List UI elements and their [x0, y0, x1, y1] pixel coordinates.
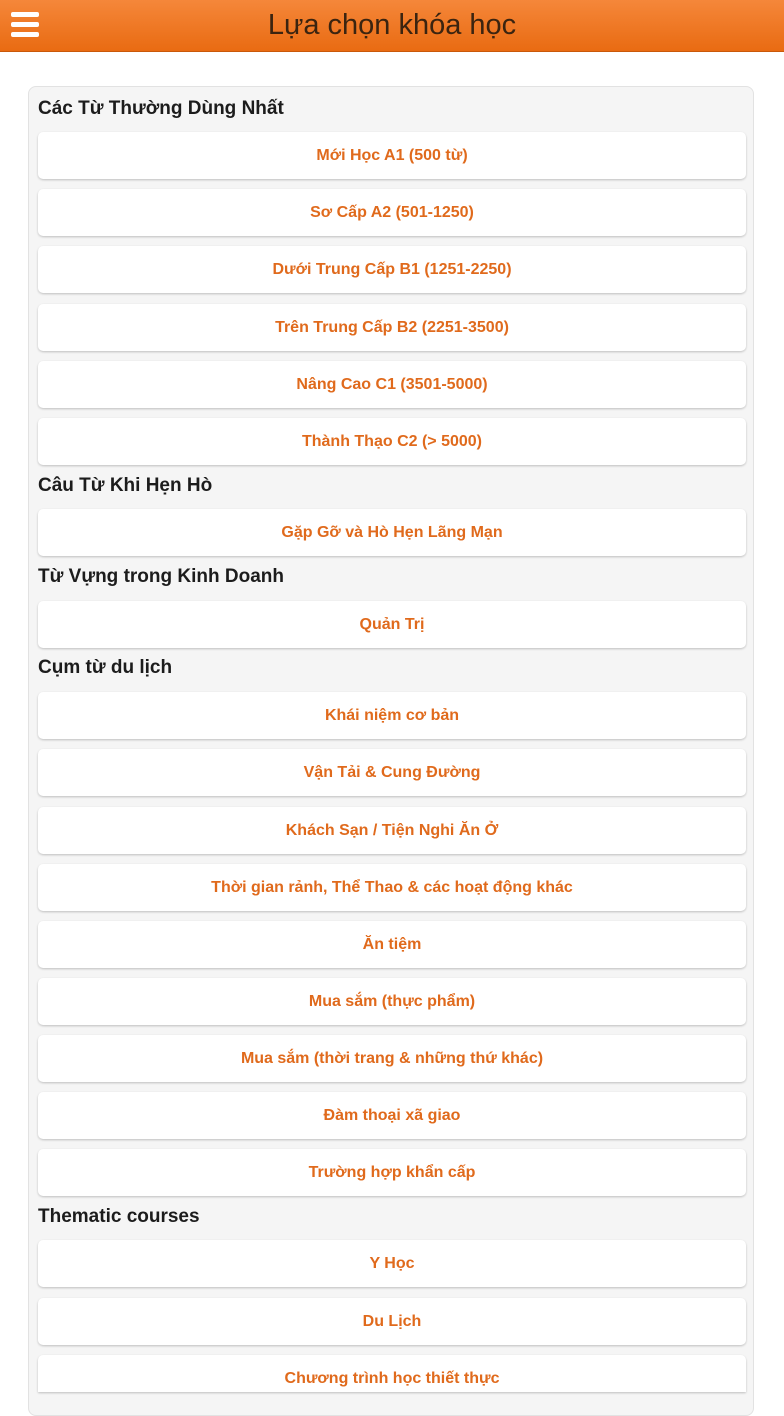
- course-item-b2[interactable]: Trên Trung Cấp B2 (2251-3500): [38, 304, 746, 351]
- course-item-small-talk[interactable]: Đàm thoại xã giao: [38, 1092, 746, 1139]
- course-item-c2[interactable]: Thành Thạo C2 (> 5000): [38, 418, 746, 465]
- course-item-shopping-food[interactable]: Mua sắm (thực phẩm): [38, 978, 746, 1025]
- course-item-b1[interactable]: Dưới Trung Cấp B1 (1251-2250): [38, 246, 746, 293]
- course-item-a1[interactable]: Mới Học A1 (500 từ): [38, 132, 746, 179]
- course-item-practical-program[interactable]: Chương trình học thiết thực: [38, 1355, 746, 1392]
- app-header: [0, 0, 784, 52]
- section-title-common-words: Các Từ Thường Dùng Nhất: [38, 98, 284, 119]
- section-title-travel: Cụm từ du lịch: [38, 657, 173, 678]
- course-item-basics[interactable]: Khái niệm cơ bản: [38, 692, 746, 739]
- page-title: Lựa chọn khóa học: [267, 9, 517, 41]
- course-item-transport[interactable]: Vận Tải & Cung Đường: [38, 749, 746, 796]
- section-title-dating: Câu Từ Khi Hẹn Hò: [38, 475, 213, 496]
- course-item-a2[interactable]: Sơ Cấp A2 (501-1250): [38, 189, 746, 236]
- course-item-management[interactable]: Quản Trị: [38, 601, 746, 648]
- section-title-business: Từ Vựng trong Kinh Doanh: [38, 566, 284, 587]
- course-item-hotel[interactable]: Khách Sạn / Tiện Nghi Ăn Ở: [38, 807, 746, 854]
- course-item-dating[interactable]: Gặp Gỡ và Hò Hẹn Lãng Mạn: [38, 509, 746, 556]
- section-title-thematic: Thematic courses: [38, 1206, 200, 1227]
- course-item-emergency[interactable]: Trường hợp khẩn cấp: [38, 1149, 746, 1196]
- course-item-tourism[interactable]: Du Lịch: [38, 1298, 746, 1345]
- course-item-dining[interactable]: Ăn tiệm: [38, 921, 746, 968]
- course-item-shopping-fashion[interactable]: Mua sắm (thời trang & những thứ khác): [38, 1035, 746, 1082]
- course-item-leisure[interactable]: Thời gian rảnh, Thể Thao & các hoạt động khác: [38, 864, 746, 911]
- course-item-medicine[interactable]: Y Học: [38, 1240, 746, 1287]
- course-item-c1[interactable]: Nâng Cao C1 (3501-5000): [38, 361, 746, 408]
